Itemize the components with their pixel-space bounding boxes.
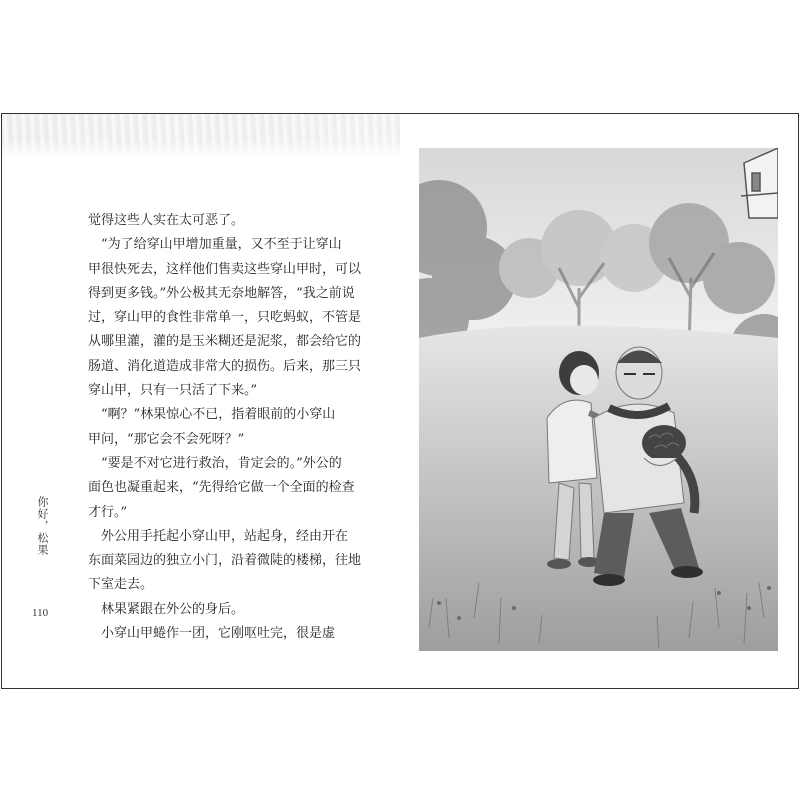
header-decoration	[2, 114, 400, 158]
text-line: 甲问，“那它会不会死呀？”	[88, 431, 245, 447]
text-line: “啊？”林果惊心不已，指着眼前的小穿山	[88, 407, 336, 423]
running-title: 你好，松果	[36, 496, 49, 556]
text-line: 才行。”	[88, 504, 128, 520]
text-line: 穿山甲，只有一只活了下来。”	[88, 383, 258, 399]
text-line: 下室走去。	[88, 577, 154, 593]
text-line: 甲很快死去，这样他们售卖这些穿山甲时，可以	[88, 261, 362, 277]
text-line: 从哪里灌，灌的是玉米糊还是泥浆，都会给它的	[88, 334, 362, 350]
text-line: 过，穿山甲的食性非常单一，只吃蚂蚁，不管是	[88, 310, 362, 326]
page-number: 110	[32, 607, 49, 619]
text-line: 小穿山甲蜷作一团，它刚呕吐完，很是虚	[88, 626, 336, 642]
text-line: 外公用手托起小穿山甲，站起身，经由开在	[88, 528, 349, 544]
text-line: “要是不对它进行救治，肯定会的。”外公的	[88, 455, 342, 471]
text-line: 得到更多钱。”外公极其无奈地解答，“我之前说	[88, 285, 355, 301]
text-line: 东面菜园边的独立小门，沿着微陡的楼梯，往地	[88, 553, 362, 569]
text-line: 林果紧跟在外公的身后。	[88, 601, 245, 617]
text-line: 面色也凝重起来，“先得给它做一个全面的检查	[88, 480, 355, 496]
text-line: 肠道、消化道造成非常大的损伤。后来，那三只	[88, 358, 362, 374]
book-spread	[1, 113, 799, 689]
text-line: 觉得这些人实在太可恶了。	[88, 213, 245, 228]
illustration-image	[419, 148, 778, 651]
text-line: “为了给穿山甲增加重量，又不至于让穿山	[88, 237, 342, 253]
body-text	[88, 209, 362, 646]
